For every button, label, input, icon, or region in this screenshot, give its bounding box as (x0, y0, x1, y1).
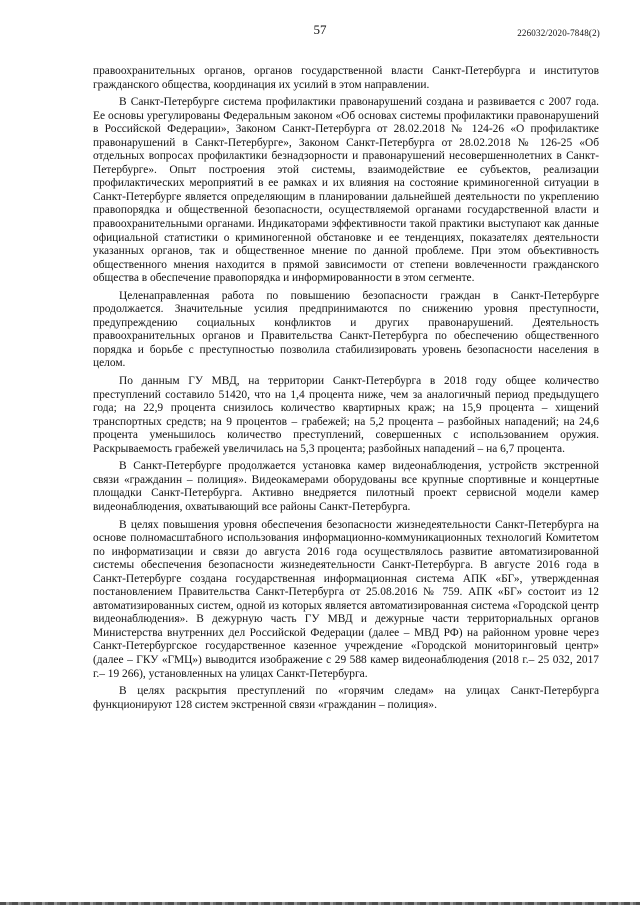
paragraph-prevention-system: В Санкт-Петербурге система профилактики правонарушений создана и развивается с 2007 года. Ее основы урегулированы Федеральным законом «Об основах системы профилактики правонарушений в Российской Федерации», Законом Санкт-Петербурга от 28.02.2018 № 124-26 «О профилактике правонарушений в Санкт-Петербурге», Законом Санкт-Петербурга от 28.02.2018 № 126-25 «Об отдельных вопросах профилактики безнадзорности и правонарушений несовершеннолетних в Санкт-Петербурге». Опыт построения этой системы, взаимодействие ее субъектов, реализации профилактических мероприятий в ее рамках и их влияния на состояние криминогенной ситуации в Санкт-Петербурге является определяющим в планировании дальнейшей деятельности по укреплению правопорядка и общественной безопасности, осуществляемой органами государственной власти и правоохранительными органами. Индикаторами эффективности такой практики выступают как данные официальной статистики о криминогенной обстановке и ее тенденциях, показателях деятельности указанных органов, так и общественное мнение по данной проблеме. При этом объективность общественного мнения находится в прямой зависимости от степени вовлеченности гражданского общества в обеспечение правопорядка и информированности в этом сегменте. (93, 96, 599, 285)
paragraph-emergency-systems: В целях раскрытия преступлений по «горячим следам» на улицах Санкт-Петербурга функционируют 128 систем экстренной связи «гражданин – полиция». (93, 685, 599, 711)
paragraph-safety-work: Целенаправленная работа по повышению безопасности граждан в Санкт-Петербурге продолжается. Значительные усилия предпринимаются по снижению уровня преступности, предупреждению социальных конфликтов и других правонарушений. Деятельность правоохранительных органов и Правительства Санкт-Петербурга по обеспечению общественного порядка и борьбе с преступностью позволила стабилизировать уровень безопасности населения в целом. (93, 289, 599, 370)
document-registration-code: 226032/2020-7848(2) (517, 28, 600, 38)
paragraph-crime-statistics: По данным ГУ МВД, на территории Санкт-Петербурга в 2018 году общее количество преступлений составило 51420, что на 1,4 процента ниже, чем за аналогичный период предыдущего года; на 22,9 процента снизилось количество квартирных краж; на 15,9 процента – хищений транспортных средств; на 9 процентов – грабежей; на 5,2 процента – разбойных нападений; на 24,6 процента уменьшилось количество преступлений, совершенных с использованием оружия. Раскрываемость грабежей увеличилась на 5,3 процента; разбойных нападений – на 6,7 процента. (93, 375, 599, 455)
paragraph-apk-bg-system: В целях повышения уровня обеспечения безопасности жизнедеятельности Санкт-Петербурга на основе полномасштабного использования информационно-коммуникационных технологий Комитетом по информатизации и связи до августа 2016 года осуществлялось развитие автоматизированной системы обеспечения безопасности жизнедеятельности Санкт-Петербурга. В августе 2016 года в Санкт-Петербурге создана государственная информационная система АПК «БГ», утвержденная постановлением Правительства Санкт-Петербурга от 25.08.2016 № 759. АПК «БГ» состоит из 12 автоматизированных систем, одной из которых является автоматизированная система «Городской центр видеонаблюдения». В дежурную часть ГУ МВД и дежурные части территориальных органов Министерства внутренних дел Российской Федерации (далее – МВД РФ) на районном уровне через Санкт-Петербургское государственное казенное учреждение «Городской мониторинговый центр» (далее – ГКУ «ГМЦ») выводится изображение с 29 588 камер видеонаблюдения (2018 г.– 25 032, 2017 г.– 19 266), установленных на улицах Санкт-Петербурга. (93, 518, 599, 680)
page-number: 57 (313, 22, 327, 37)
paragraph-continuation: правоохранительных органов, органов государственной власти Санкт-Петербурга и институтов гражданского общества, координация их усилий в этом направлении. (93, 65, 599, 91)
paragraph-video-cameras: В Санкт-Петербурге продолжается установка камер видеонаблюдения, устройств экстренной связи «гражданин – полиция». Видеокамерами оборудованы все крупные спортивные и концертные площадки Санкт-Петербурга. Активно внедряется пилотный проект сервисной модели камер видеонаблюдения, охватывающий все районы Санкт-Петербурга. (93, 460, 599, 513)
document-body (93, 65, 599, 712)
